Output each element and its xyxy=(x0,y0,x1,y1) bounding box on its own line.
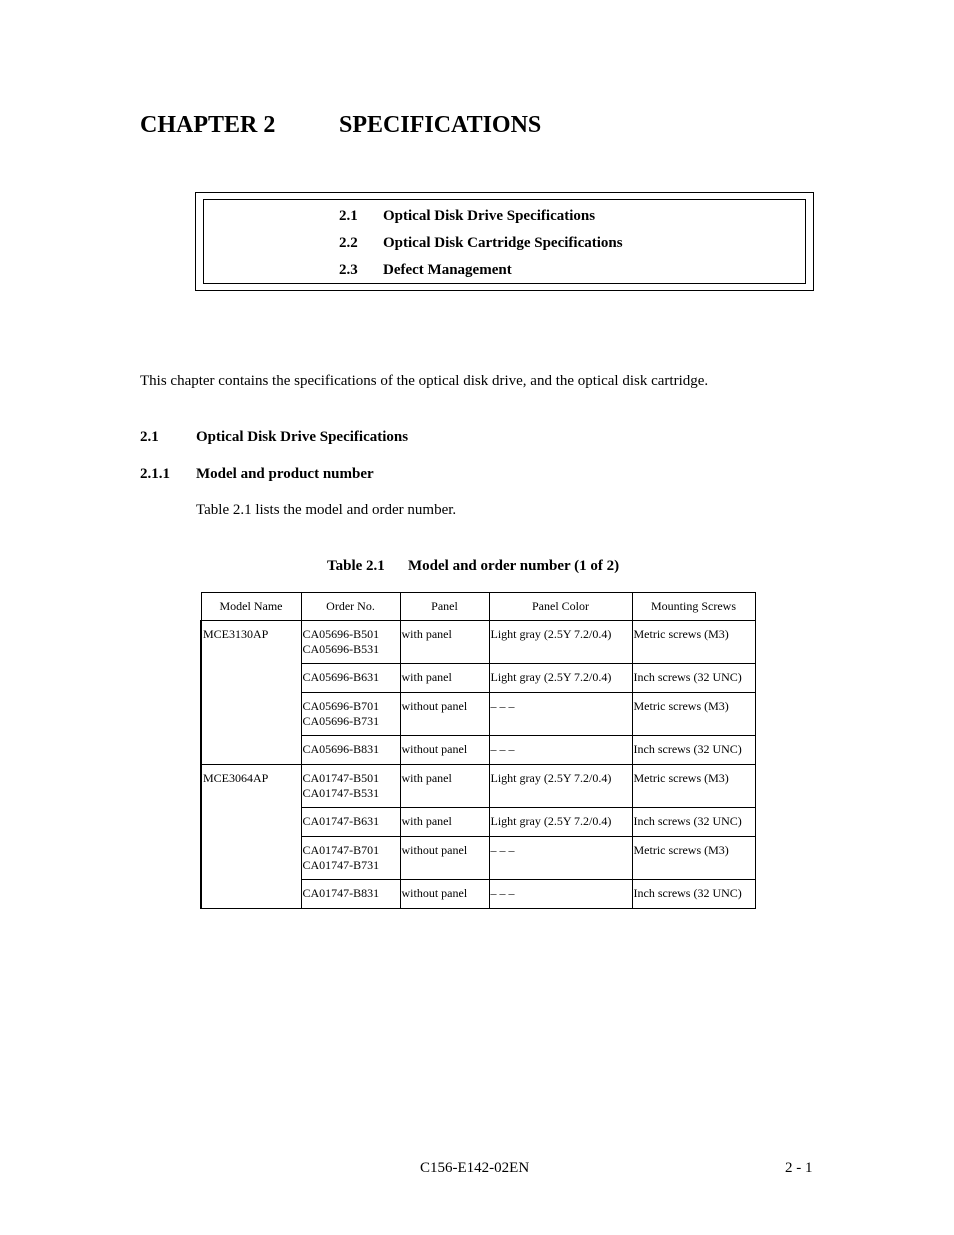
order-number-cell xyxy=(301,837,400,880)
chapter-number: CHAPTER 2 xyxy=(140,112,276,138)
panel-color-cell: Light gray (2.5Y 7.2/0.4) xyxy=(489,621,632,664)
toc-item xyxy=(339,262,512,279)
mounting-screws-cell: Inch screws (32 UNC) xyxy=(632,736,755,765)
panel-color-cell: Light gray (2.5Y 7.2/0.4) xyxy=(489,765,632,808)
order-number: CA01747-B631 xyxy=(302,814,380,828)
panel-cell: without panel xyxy=(400,693,489,736)
order-number-cell xyxy=(301,808,400,837)
order-number: CA01747-B531 xyxy=(302,786,380,800)
toc-item xyxy=(339,208,595,225)
table-caption xyxy=(327,558,619,575)
mounting-screws-cell: Metric screws (M3) xyxy=(632,765,755,808)
panel-color-cell: Light gray (2.5Y 7.2/0.4) xyxy=(489,808,632,837)
table-header-row xyxy=(201,593,755,621)
order-number-cell xyxy=(301,621,400,664)
chapter-name: SPECIFICATIONS xyxy=(339,112,542,138)
order-number: CA05696-B631 xyxy=(302,670,380,684)
order-number: CA05696-B831 xyxy=(302,742,380,756)
model-order-table xyxy=(200,592,756,909)
column-header: Order No. xyxy=(301,593,400,621)
order-number: CA05696-B531 xyxy=(302,642,380,656)
column-header: Model Name xyxy=(201,593,301,621)
model-name-cell: MCE3130AP xyxy=(201,621,301,765)
section-title: Optical Disk Drive Specifications xyxy=(196,429,409,445)
toc-item xyxy=(339,235,623,252)
panel-cell: with panel xyxy=(400,765,489,808)
panel-color-cell: – – – xyxy=(489,693,632,736)
mounting-screws-cell: Metric screws (M3) xyxy=(632,837,755,880)
footer-document-id: C156-E142-02EN xyxy=(420,1160,530,1176)
column-header: Panel Color xyxy=(489,593,632,621)
order-number-cell xyxy=(301,664,400,693)
subsection-title: Model and product number xyxy=(196,466,374,482)
order-number-cell xyxy=(301,765,400,808)
order-number: CA05696-B701 xyxy=(302,699,380,713)
panel-color-cell: Light gray (2.5Y 7.2/0.4) xyxy=(489,664,632,693)
chapter-title xyxy=(140,112,541,139)
mounting-screws-cell: Metric screws (M3) xyxy=(632,621,755,664)
table-row xyxy=(201,621,755,664)
order-number-cell xyxy=(301,736,400,765)
footer-page-number: 2 - 1 xyxy=(785,1160,813,1176)
order-number: CA01747-B831 xyxy=(302,886,380,900)
mounting-screws-cell: Metric screws (M3) xyxy=(632,693,755,736)
panel-color-cell: – – – xyxy=(489,880,632,909)
intro-paragraph: This chapter contains the specifications of the optical disk drive, and the optical disk cartridge. xyxy=(140,373,709,389)
section-heading xyxy=(140,429,408,446)
toc-item-number: 2.1 xyxy=(339,208,358,224)
order-number: CA05696-B501 xyxy=(302,627,380,641)
order-number-cell xyxy=(301,693,400,736)
table-caption-number: Table 2.1 xyxy=(327,558,385,574)
column-header: Panel xyxy=(400,593,489,621)
toc-item-label: Defect Management xyxy=(383,262,512,278)
toc-item-number: 2.3 xyxy=(339,262,358,278)
toc-item-label: Optical Disk Cartridge Specifications xyxy=(383,235,623,251)
panel-cell: with panel xyxy=(400,621,489,664)
panel-cell: without panel xyxy=(400,736,489,765)
section-number: 2.1 xyxy=(140,429,159,445)
order-number: CA01747-B501 xyxy=(302,771,380,785)
chapter-contents-box xyxy=(195,192,814,291)
panel-color-cell: – – – xyxy=(489,837,632,880)
body-paragraph: Table 2.1 lists the model and order number. xyxy=(196,502,457,518)
table-caption-title: Model and order number (1 of 2) xyxy=(408,558,620,574)
panel-cell: with panel xyxy=(400,664,489,693)
toc-item-number: 2.2 xyxy=(339,235,358,251)
panel-cell: without panel xyxy=(400,880,489,909)
column-header: Mounting Screws xyxy=(632,593,755,621)
panel-cell: with panel xyxy=(400,808,489,837)
mounting-screws-cell: Inch screws (32 UNC) xyxy=(632,664,755,693)
order-number: CA01747-B701 xyxy=(302,843,380,857)
chapter-contents-inner xyxy=(203,199,806,284)
toc-item-label: Optical Disk Drive Specifications xyxy=(383,208,596,224)
order-number: CA05696-B731 xyxy=(302,714,380,728)
subsection-heading xyxy=(140,466,374,483)
mounting-screws-cell: Inch screws (32 UNC) xyxy=(632,880,755,909)
panel-color-cell: – – – xyxy=(489,736,632,765)
order-number-cell xyxy=(301,880,400,909)
order-number: CA01747-B731 xyxy=(302,858,380,872)
model-name-cell: MCE3064AP xyxy=(201,765,301,909)
mounting-screws-cell: Inch screws (32 UNC) xyxy=(632,808,755,837)
subsection-number: 2.1.1 xyxy=(140,466,170,482)
panel-cell: without panel xyxy=(400,837,489,880)
table-row xyxy=(201,765,755,808)
